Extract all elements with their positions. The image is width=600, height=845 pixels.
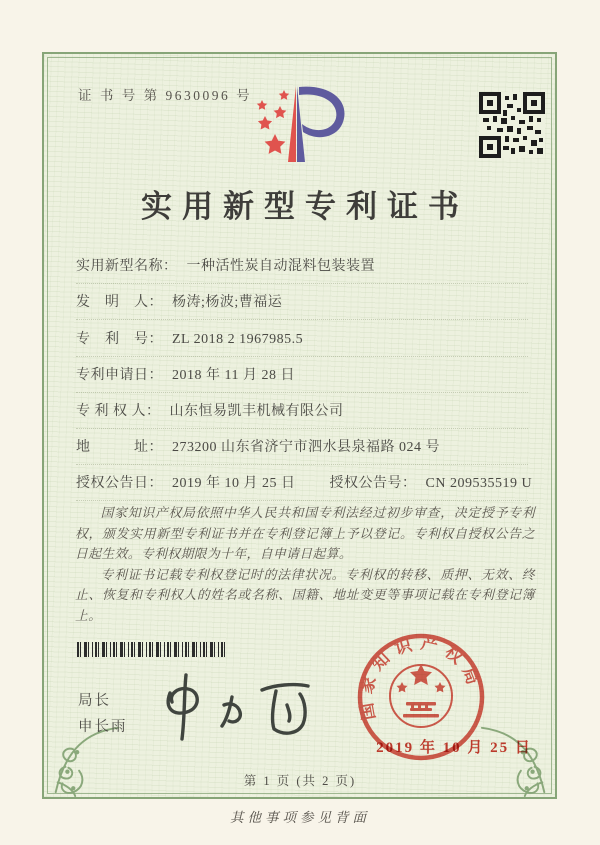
seal-date: 2019 年 10 月 25 日 [376, 740, 532, 756]
grant-date: 2019 年 10 月 25 日 [172, 476, 296, 492]
field-row-patentee [76, 393, 528, 429]
field-label: 实用新型名称： [76, 259, 178, 275]
field-label: 发 明 人： [76, 295, 163, 311]
field-label: 专 利 号： [76, 331, 163, 347]
field-value: 一种活性炭自动混料包装装置 [186, 259, 375, 275]
field-row-patent-number [76, 320, 528, 356]
qr-code-icon [479, 92, 545, 158]
field-label: 专利申请日： [76, 367, 163, 383]
certificate-number: 证 书 号 第 9630096 号 [78, 88, 253, 103]
seal-org-text: 国家知识产权局 [355, 633, 486, 722]
grant-number: CN 209535519 U [425, 476, 533, 492]
field-row-name [76, 248, 528, 284]
field-list [76, 248, 533, 501]
field-value: ZL 2018 2 1967985.5 [172, 331, 304, 347]
page-number: 第 1 页 (共 2 页) [243, 774, 357, 788]
back-note: 其他事项参见背面 [230, 810, 370, 825]
handwritten-signature-icon [156, 663, 326, 748]
sipo-logo-icon [250, 80, 362, 188]
field-value: 杨涛;杨波;曹福运 [172, 295, 283, 311]
barcode [77, 642, 227, 657]
field-label: 专 利 权 人： [76, 403, 161, 419]
field-label: 授权公告号： [329, 476, 417, 492]
field-value: 273200 山东省济宁市泗水县泉福路 024 号 [172, 440, 440, 456]
field-row-address [76, 429, 528, 465]
field-value: 山东恒易凯丰机械有限公司 [169, 403, 344, 419]
field-row-filing-date [76, 357, 528, 393]
signer-title: 局长 [78, 693, 111, 709]
certificate-title: 实用新型专利证书 [141, 189, 469, 224]
signer-name: 申长雨 [78, 719, 128, 735]
field-label: 地 址： [76, 440, 163, 456]
legal-paragraph-1: 国家知识产权局依照中华人民共和国专利法经过初步审查，决定授予专利权，颁发实用新型专利证书并在专利登记簿上予以登记。专利权自授权公告之日起生效。专利权期限为十年，自申请日起算。 [75, 506, 535, 562]
legal-paragraph-2: 专利证书记载专利权登记时的法律状况。专利权的转移、质押、无效、终止、恢复和专利权人的姓名或名称、国籍、地址变更等事项记载在专利登记簿上。 [75, 567, 535, 623]
field-label: 授权公告日： [76, 476, 163, 492]
field-row-inventors [76, 284, 528, 320]
signer-block [78, 688, 128, 740]
field-value: 2018 年 11 月 28 日 [172, 367, 295, 383]
field-row-grant [76, 465, 533, 501]
legal-text [75, 503, 535, 627]
